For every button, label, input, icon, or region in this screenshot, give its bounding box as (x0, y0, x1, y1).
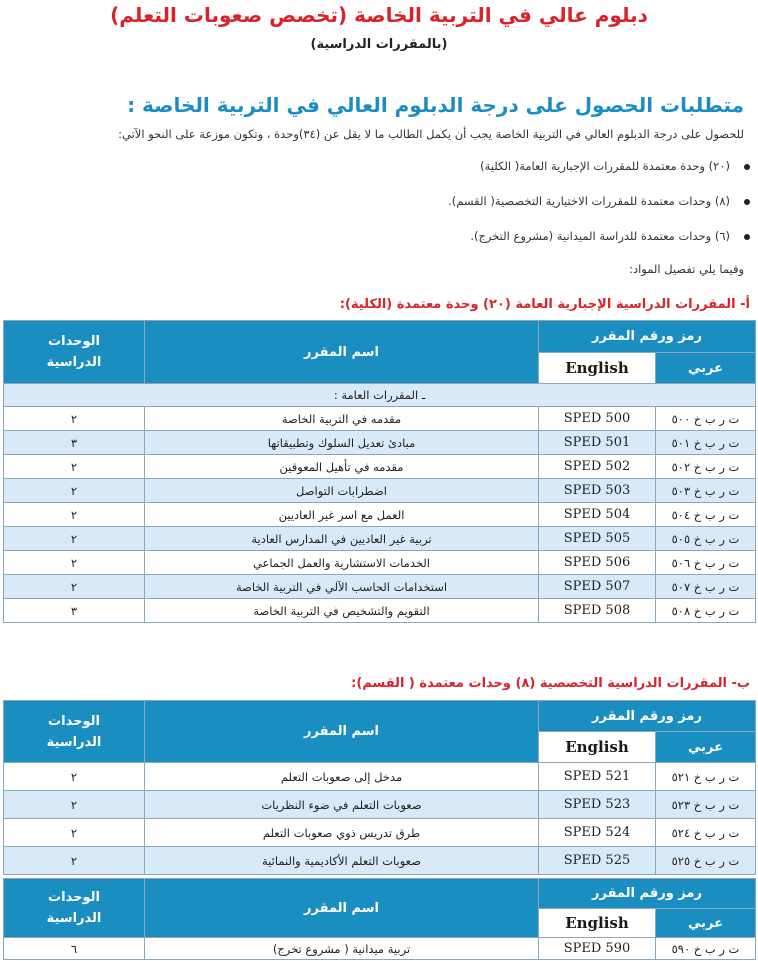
section-b-title: ب- المقررات الدراسية التخصصية (٨) وحدات معتمدة ( القسم): (351, 676, 750, 691)
units-cell: ٦ (4, 938, 145, 960)
units-header-line1: الوحدات (48, 713, 100, 729)
course-name-cell: مقدمه في التربية الخاصة (145, 407, 539, 431)
bullet-text: (٨) وحدات معتمدة للمقررات الاختيارية التخصصية( القسم). (448, 194, 730, 208)
arabic-code-cell: ت ر ب خ ٥٠٠ (656, 407, 756, 431)
english-code-cell: SPED 523 (539, 791, 656, 819)
arabic-code-cell: ت ر ب خ ٥٠٧ (656, 575, 756, 599)
course-name-cell: مدخل إلى صعوبات التعلم (145, 763, 539, 791)
units-header-line1: الوحدات (48, 334, 100, 349)
arabic-code-cell: ت ر ب خ ٥٠٨ (656, 599, 756, 623)
table-row (4, 763, 756, 791)
arabic-code-cell: ت ر ب خ ٥٠٣ (656, 479, 756, 503)
table-row (4, 551, 756, 575)
page-subtitle: (بالمقررات الدراسية) (310, 37, 448, 52)
course-name-cell: تربية ميدانية ( مشروع تخرج) (145, 938, 539, 960)
units-cell: ٢ (4, 527, 145, 551)
table-row (4, 938, 756, 960)
english-code-cell: SPED 504 (539, 503, 656, 527)
table-row (4, 599, 756, 623)
arabic-code-cell: ت ر ب خ ٥٢٤ (656, 819, 756, 847)
arabic-code-cell: ت ر ب خ ٥٠٥ (656, 527, 756, 551)
requirements-intro: للحصول على درجة الدبلوم العالي في التربية الخاصة يجب أن يكمل الطالب ما لا يقل عن (٣٤)وحدة ، وتكون موزعة على النحو الآتي: (118, 127, 744, 141)
english-code-cell: SPED 590 (539, 938, 656, 960)
arabic-code-header: عربي (656, 732, 756, 763)
course-name-cell: التقويم والتشخيص في التربية الخاصة (145, 599, 539, 623)
arabic-code-cell: ت ر ب خ ٥٢٥ (656, 847, 756, 875)
bullet-dot-icon (744, 164, 750, 170)
arabic-code-cell: ت ر ب خ ٥٢٣ (656, 791, 756, 819)
code-group-header: رمز ورقم المقرر (539, 321, 756, 353)
course-name-cell: الخدمات الاستشارية والعمل الجماعي (145, 551, 539, 575)
requirement-bullet (0, 158, 750, 174)
bullet-dot-icon (744, 234, 750, 240)
english-code-cell: SPED 502 (539, 455, 656, 479)
table-row (4, 455, 756, 479)
english-code-header: English (539, 353, 656, 384)
units-header (4, 879, 145, 938)
course-name-cell: صعوبات التعلم في ضوء النظريات (145, 791, 539, 819)
requirement-bullet (0, 228, 750, 244)
code-group-header: رمز ورقم المقرر (539, 701, 756, 732)
units-header (4, 701, 145, 763)
units-cell: ٢ (4, 455, 145, 479)
english-code-cell: SPED 525 (539, 847, 656, 875)
english-code-cell: SPED 508 (539, 599, 656, 623)
arabic-code-cell: ت ر ب خ ٥٢١ (656, 763, 756, 791)
table-row (4, 791, 756, 819)
arabic-code-cell: ت ر ب خ ٥٩٠ (656, 938, 756, 960)
general-courses-table (3, 320, 756, 623)
units-cell: ٢ (4, 791, 145, 819)
table-row (4, 575, 756, 599)
course-name-cell: العمل مع اسر غير العاديين (145, 503, 539, 527)
course-name-header: اسم المقرر (145, 701, 539, 763)
units-cell: ٢ (4, 819, 145, 847)
units-cell: ٢ (4, 551, 145, 575)
course-name-header: اسم المقرر (145, 321, 539, 384)
course-name-cell: صعوبات التعلم الأكاديمية والنمائية (145, 847, 539, 875)
units-header-line2: الدراسية (46, 734, 102, 750)
english-code-cell: SPED 501 (539, 431, 656, 455)
table-row (4, 407, 756, 431)
units-header-line2: الدراسية (46, 355, 102, 370)
course-name-cell: تربية غير العاديين في المدارس العادية (145, 527, 539, 551)
english-code-cell: SPED 500 (539, 407, 656, 431)
course-name-header: اسم المقرر (145, 879, 539, 938)
english-code-cell: SPED 506 (539, 551, 656, 575)
bullet-dot-icon (744, 199, 750, 205)
units-cell: ٣ (4, 599, 145, 623)
units-header-line2: الدراسية (46, 911, 102, 926)
table-row (4, 431, 756, 455)
english-code-cell: SPED 524 (539, 819, 656, 847)
english-code-cell: SPED 505 (539, 527, 656, 551)
table-row (4, 479, 756, 503)
units-cell: ٢ (4, 407, 145, 431)
english-code-cell: SPED 503 (539, 479, 656, 503)
table-row (4, 503, 756, 527)
course-name-cell: طرق تدريس ذوي صعوبات التعلم (145, 819, 539, 847)
arabic-code-cell: ت ر ب خ ٥٠١ (656, 431, 756, 455)
table-row (4, 527, 756, 551)
table-row (4, 847, 756, 875)
course-name-cell: مقدمه في تأهيل المعوقين (145, 455, 539, 479)
arabic-code-header: عربي (656, 353, 756, 384)
english-code-header: English (539, 909, 656, 938)
requirement-bullet (0, 193, 750, 209)
bullet-text: (٢٠) وحدة معتمدة للمقررات الإجبارية العامة( الكلية) (480, 159, 730, 173)
arabic-code-cell: ت ر ب خ ٥٠٤ (656, 503, 756, 527)
units-cell: ٣ (4, 431, 145, 455)
page-title: دبلوم عالي في التربية الخاصة (تخصص صعوبات التعلم) (110, 3, 648, 27)
units-cell: ٢ (4, 503, 145, 527)
course-name-cell: اضطرابات التواصل (145, 479, 539, 503)
course-name-cell: استخدامات الحاسب الآلي في التربية الخاصة (145, 575, 539, 599)
units-header-line1: الوحدات (48, 890, 100, 905)
details-line: وفيما يلي تفصيل المواد: (629, 262, 744, 276)
specialized-courses-table (3, 700, 756, 875)
units-cell: ٢ (4, 479, 145, 503)
arabic-code-cell: ت ر ب خ ٥٠٢ (656, 455, 756, 479)
english-code-cell: SPED 521 (539, 763, 656, 791)
course-name-cell: مبادئ تعديل السلوك وتطبيقاتها (145, 431, 539, 455)
requirements-heading: متطلبات الحصول على درجة الدبلوم العالي في التربية الخاصة : (127, 93, 744, 117)
code-group-header: رمز ورقم المقرر (539, 879, 756, 909)
field-study-table (3, 878, 756, 960)
units-cell: ٢ (4, 847, 145, 875)
units-cell: ٢ (4, 575, 145, 599)
units-cell: ٢ (4, 763, 145, 791)
english-code-header: English (539, 732, 656, 763)
group-label: ـ المقررات العامة : (4, 384, 756, 407)
arabic-code-cell: ت ر ب خ ٥٠٦ (656, 551, 756, 575)
arabic-code-header: عربي (656, 909, 756, 938)
units-header (4, 321, 145, 384)
table-row (4, 819, 756, 847)
english-code-cell: SPED 507 (539, 575, 656, 599)
bullet-text: (٦) وحدات معتمدة للدراسة الميدانية (مشروع التخرج). (470, 229, 730, 243)
section-a-title: أ- المقررات الدراسية الإجبارية العامة (٢٠) وحدة معتمدة (الكلية): (339, 297, 750, 312)
